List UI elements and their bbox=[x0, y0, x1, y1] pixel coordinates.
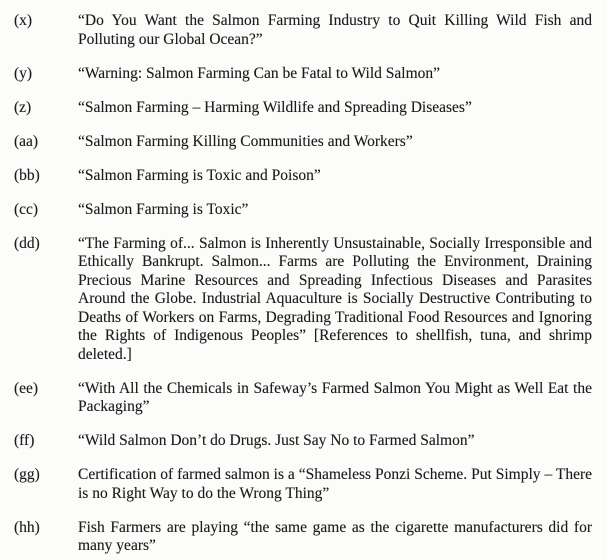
list-item bbox=[14, 65, 592, 84]
item-label: (z) bbox=[14, 98, 32, 116]
item-text: “Salmon Farming Killing Communities and Workers” bbox=[78, 132, 413, 150]
item-label: (ff) bbox=[14, 432, 35, 449]
list-item bbox=[14, 99, 592, 118]
item-label: (hh) bbox=[14, 518, 40, 536]
list-item bbox=[14, 167, 592, 186]
item-label: (y) bbox=[14, 64, 33, 82]
list-item bbox=[14, 519, 592, 556]
item-text: “Warning: Salmon Farming Can be Fatal to Wild Salmon” bbox=[78, 64, 441, 82]
item-text: “Salmon Farming – Harming Wildlife and Spreading Diseases” bbox=[78, 98, 472, 116]
list-item bbox=[14, 466, 592, 503]
item-label: (dd) bbox=[14, 234, 40, 252]
item-text: “Salmon Farming is Toxic and Poison” bbox=[78, 166, 321, 184]
item-text: “With All the Chemicals in Safeway’s Farmed Salmon You Might as Well Eat the Packaging” bbox=[78, 379, 592, 415]
list-item bbox=[14, 201, 592, 220]
item-text: Fish Farmers are playing “the same game as the cigarette manufacturers did for many years” bbox=[78, 518, 592, 554]
list-item bbox=[14, 12, 592, 49]
item-text: “Salmon Farming is Toxic” bbox=[78, 200, 249, 218]
item-text: “The Farming of... Salmon is Inherently Unsustainable, Socially Irresponsible and Ethically Bankrupt. Salmon... Farms are Polluting the Environment, Draining Precious Marine Resources and Spreading Infectious Diseases and Parasites Around the Globe. Industrial Aquaculture is Socially Destructive Contributing to Deaths of Workers on Farms, Degrading Traditional Food Resources and Ignoring the Rights of Indigenous Peoples” [References to shellfish, tuna, and shrimp deleted.] bbox=[78, 234, 592, 363]
list-item bbox=[14, 235, 592, 365]
item-label: (x) bbox=[14, 12, 33, 29]
list-item bbox=[14, 380, 592, 417]
item-label: (cc) bbox=[14, 200, 39, 218]
item-label: (ee) bbox=[14, 379, 39, 397]
list-item bbox=[14, 432, 592, 451]
list-item bbox=[14, 133, 592, 152]
item-label: (gg) bbox=[14, 466, 40, 483]
item-text: “Do You Want the Salmon Farming Industry to Quit Killing Wild Fish and Polluting our Global Ocean?” bbox=[78, 12, 592, 48]
item-text: Certification of farmed salmon is a “Shameless Ponzi Scheme. Put Simply – There is no Right Way to do the Wrong Thing” bbox=[78, 466, 592, 502]
item-text: “Wild Salmon Don’t do Drugs. Just Say No to Farmed Salmon” bbox=[78, 432, 475, 449]
item-label: (bb) bbox=[14, 166, 40, 184]
item-label: (aa) bbox=[14, 132, 39, 150]
